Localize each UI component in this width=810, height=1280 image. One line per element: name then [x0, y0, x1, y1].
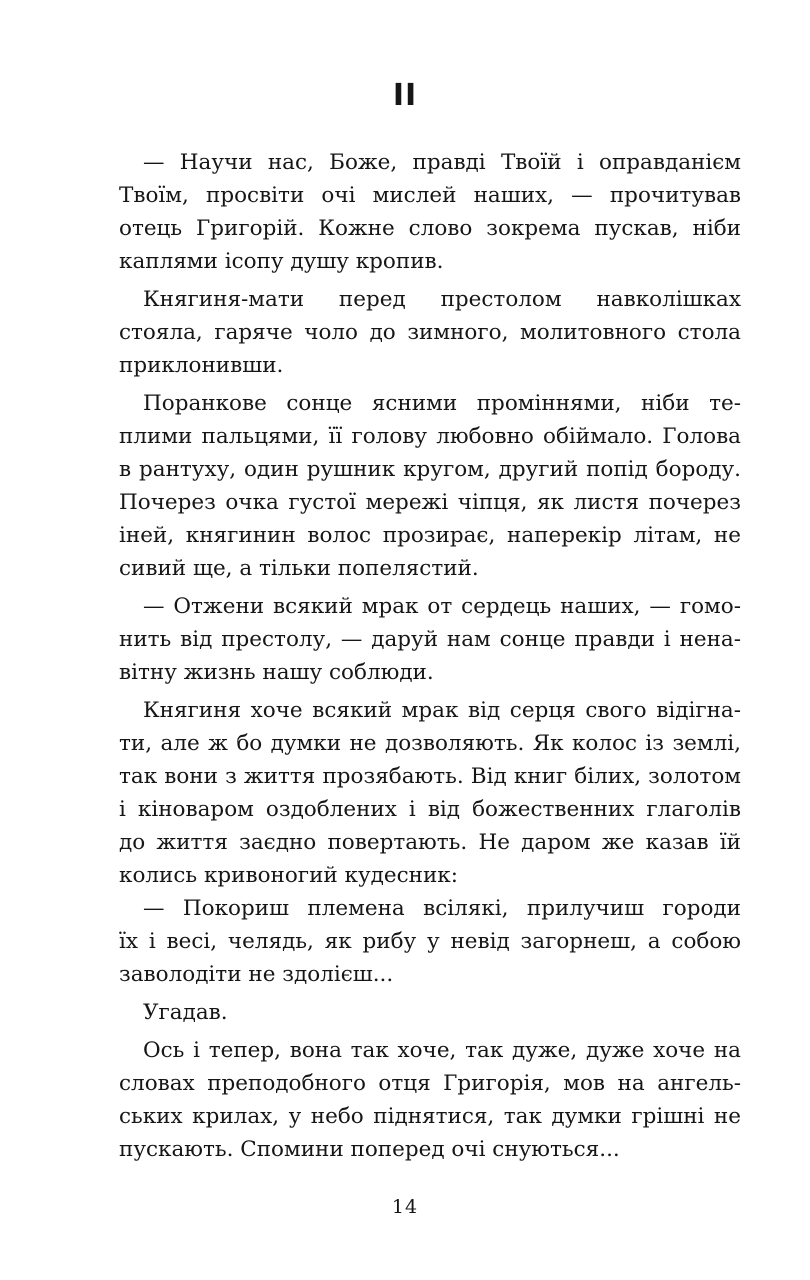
text-line: сивий ще, а тільки попелястий. [119, 556, 479, 581]
text-line: приклонивши. [119, 353, 284, 378]
text-line: Почерез очка густої мережі чіпця, як листя почерез [119, 490, 741, 515]
text-line: — Отжени всякий мрак от сердець наших, — гомо- [143, 594, 741, 619]
text-line: Твоїм, просвіти очі мислей наших, — прочитував [119, 183, 741, 208]
text-line: каплями ісопу душу кропив. [119, 249, 444, 274]
text-line: Угадав. [143, 1000, 228, 1025]
text-line: — Научи нас, Боже, правді Твоїй і оправданієм [143, 150, 741, 175]
text-line: отець Григорій. Кожне слово зокрема пускав, ніби [119, 216, 741, 241]
text-line: заволодіти не здолієш... [119, 962, 394, 987]
text-line: стояла, гаряче чоло до зимного, молитовного стола [119, 320, 741, 345]
page-number: 14 [391, 1196, 419, 1218]
text-line: Княгиня-мати перед престолом навколішках [143, 287, 741, 312]
text-line: — Покориш племена всілякі, прилучиш городи [143, 896, 741, 921]
text-line: Княгиня хоче всякий мрак від серця свого відігна- [143, 698, 741, 723]
text-line: так вони з життя прозябають. Від книг білих, золотом [119, 764, 741, 789]
text-line: іней, княгинин волос прозирає, наперекір літам, не [119, 523, 741, 548]
text-line: в рантуху, один рушник кругом, другий попід бороду. [119, 457, 741, 482]
text-line: пускають. Спомини поперед очі снуються... [119, 1137, 620, 1162]
text-line: колись кривоногий кудесник: [119, 863, 458, 888]
text-line: нить від престолу, — даруй нам сонце правди і нена- [119, 627, 741, 652]
body-text [119, 146, 741, 1166]
text-line: їх і весі, челядь, як рибу у невід загорнеш, а собою [119, 929, 741, 954]
chapter-heading: II [392, 78, 418, 113]
text-line: Поранкове сонце ясними проміннями, ніби те- [143, 391, 741, 416]
text-line: плими пальцями, її голову любовно обіймало. Голова [119, 424, 741, 449]
text-line: словах преподобного отця Григорія, мов на ангель- [119, 1071, 741, 1096]
text-line: і кіноваром оздоблених і від божественних глаголів [119, 797, 741, 822]
text-line: ти, але ж бо думки не дозволяють. Як колос із землі, [119, 731, 741, 756]
text-line: до життя заєдно повертають. Не даром же казав їй [119, 830, 741, 855]
text-line: Ось і тепер, вона так хоче, так дуже, дуже хоче на [143, 1038, 741, 1063]
text-line: вітну жизнь нашу соблюди. [119, 660, 434, 685]
text-line: ських крилах, у небо піднятися, так думки грішні не [119, 1104, 741, 1129]
